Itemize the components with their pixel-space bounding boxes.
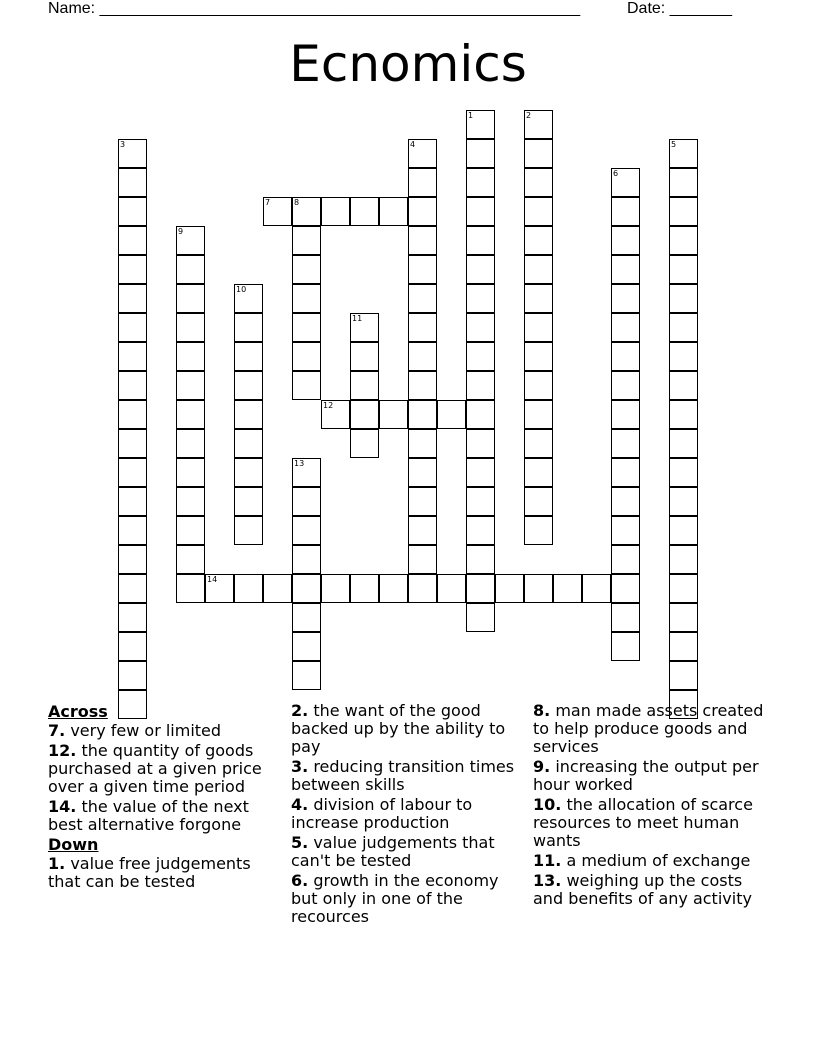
- cell-number: 11: [352, 314, 363, 323]
- cell-number: 12: [323, 401, 334, 410]
- grid-cell[interactable]: [669, 139, 698, 168]
- cell-number: 2: [526, 111, 532, 120]
- cell-number: 3: [120, 140, 126, 149]
- grid-cell[interactable]: [408, 400, 437, 429]
- grid-cell[interactable]: [669, 603, 698, 632]
- grid-cell[interactable]: [611, 545, 640, 574]
- grid-cell[interactable]: [466, 168, 495, 197]
- grid-cell[interactable]: [379, 400, 408, 429]
- grid-cell[interactable]: [669, 516, 698, 545]
- grid-cell[interactable]: [466, 342, 495, 371]
- grid-cell[interactable]: [350, 342, 379, 371]
- cell-number: 10: [236, 285, 247, 294]
- grid-cell[interactable]: [292, 197, 321, 226]
- grid-cell[interactable]: [611, 313, 640, 342]
- grid-cell[interactable]: [118, 458, 147, 487]
- grid-cell[interactable]: [234, 574, 263, 603]
- clue-column-1: [48, 702, 280, 893]
- grid-cell[interactable]: [524, 429, 553, 458]
- grid-cell[interactable]: [611, 458, 640, 487]
- grid-cell[interactable]: [408, 429, 437, 458]
- clue-down-10: 10. the allocation of scarce resources to meet human wants: [533, 795, 753, 850]
- grid-cell[interactable]: [176, 487, 205, 516]
- grid-cell[interactable]: [466, 110, 495, 139]
- grid-cell[interactable]: [611, 487, 640, 516]
- grid-cell[interactable]: [524, 371, 553, 400]
- grid-cell[interactable]: [176, 516, 205, 545]
- grid-cell[interactable]: [669, 429, 698, 458]
- grid-cell[interactable]: [524, 342, 553, 371]
- grid-cell[interactable]: [524, 458, 553, 487]
- cell-number: 6: [613, 169, 619, 178]
- across-heading: Across: [48, 702, 108, 721]
- grid-cell[interactable]: [611, 574, 640, 603]
- down-heading: Down: [48, 835, 99, 854]
- clue-down-9: 9. increasing the output per hour worked: [533, 757, 759, 794]
- grid-cell[interactable]: [408, 487, 437, 516]
- cell-number: 4: [410, 140, 416, 149]
- grid-cell[interactable]: [408, 226, 437, 255]
- grid-cell[interactable]: [292, 458, 321, 487]
- name-field-label: Name: ______________________________________________________: [48, 0, 581, 17]
- grid-cell[interactable]: [466, 371, 495, 400]
- clue-across-12: 12. the quantity of goods purchased at a given price over a given time period: [48, 741, 262, 796]
- clue-down-2: 2. the want of the good backed up by the ability to pay: [291, 701, 506, 756]
- grid-cell[interactable]: [437, 574, 466, 603]
- clue-down-5: 5. value judgements that can't be tested: [291, 833, 495, 870]
- grid-cell[interactable]: [553, 574, 582, 603]
- grid-cell[interactable]: [292, 487, 321, 516]
- grid-cell[interactable]: [669, 226, 698, 255]
- grid-cell[interactable]: [669, 255, 698, 284]
- grid-cell[interactable]: [234, 458, 263, 487]
- grid-cell[interactable]: [234, 516, 263, 545]
- grid-cell[interactable]: [205, 574, 234, 603]
- grid-cell[interactable]: [176, 574, 205, 603]
- grid-cell[interactable]: [524, 574, 553, 603]
- grid-cell[interactable]: [234, 429, 263, 458]
- grid-cell[interactable]: [350, 371, 379, 400]
- grid-cell[interactable]: [234, 400, 263, 429]
- grid-cell[interactable]: [234, 487, 263, 516]
- grid-cell[interactable]: [669, 661, 698, 690]
- grid-cell[interactable]: [466, 603, 495, 632]
- grid-cell[interactable]: [292, 226, 321, 255]
- clue-down-6: 6. growth in the economy but only in one of the recources: [291, 871, 499, 926]
- grid-cell[interactable]: [118, 139, 147, 168]
- grid-cell[interactable]: [669, 168, 698, 197]
- date-field-label: Date: _______: [627, 0, 732, 17]
- clue-column-3: [533, 702, 773, 910]
- grid-cell[interactable]: [495, 574, 524, 603]
- grid-cell[interactable]: [524, 110, 553, 139]
- grid-cell[interactable]: [669, 342, 698, 371]
- grid-cell[interactable]: [524, 226, 553, 255]
- grid-cell[interactable]: [611, 429, 640, 458]
- grid-cell[interactable]: [611, 603, 640, 632]
- grid-cell[interactable]: [611, 632, 640, 661]
- grid-cell[interactable]: [669, 371, 698, 400]
- grid-cell[interactable]: [321, 574, 350, 603]
- grid-cell[interactable]: [408, 545, 437, 574]
- grid-cell[interactable]: [524, 400, 553, 429]
- grid-cell[interactable]: [292, 371, 321, 400]
- grid-cell[interactable]: [176, 255, 205, 284]
- grid-cell[interactable]: [669, 313, 698, 342]
- grid-cell[interactable]: [118, 255, 147, 284]
- grid-cell[interactable]: [466, 400, 495, 429]
- grid-cell[interactable]: [524, 313, 553, 342]
- grid-cell[interactable]: [118, 284, 147, 313]
- grid-cell[interactable]: [234, 284, 263, 313]
- clue-across-7: 7. very few or limited: [48, 721, 222, 740]
- grid-cell[interactable]: [292, 603, 321, 632]
- grid-cell[interactable]: [466, 458, 495, 487]
- cell-number: 7: [265, 198, 271, 207]
- grid-cell[interactable]: [379, 197, 408, 226]
- grid-cell[interactable]: [408, 458, 437, 487]
- grid-cell[interactable]: [292, 342, 321, 371]
- grid-cell[interactable]: [466, 545, 495, 574]
- grid-cell[interactable]: [669, 197, 698, 226]
- grid-cell[interactable]: [466, 226, 495, 255]
- grid-cell[interactable]: [524, 197, 553, 226]
- grid-cell[interactable]: [350, 574, 379, 603]
- grid-cell[interactable]: [118, 371, 147, 400]
- grid-cell[interactable]: [611, 284, 640, 313]
- grid-cell[interactable]: [263, 197, 292, 226]
- grid-cell[interactable]: [408, 284, 437, 313]
- grid-cell[interactable]: [292, 255, 321, 284]
- grid-cell[interactable]: [669, 400, 698, 429]
- grid-cell[interactable]: [611, 168, 640, 197]
- grid-cell[interactable]: [524, 487, 553, 516]
- grid-cell[interactable]: [176, 429, 205, 458]
- grid-cell[interactable]: [524, 255, 553, 284]
- grid-cell[interactable]: [669, 458, 698, 487]
- grid-cell[interactable]: [234, 371, 263, 400]
- grid-cell[interactable]: [176, 400, 205, 429]
- grid-cell[interactable]: [408, 516, 437, 545]
- clue-down-8: 8. man made assets created to help produce goods and services: [533, 701, 764, 756]
- grid-cell[interactable]: [582, 574, 611, 603]
- grid-cell[interactable]: [292, 516, 321, 545]
- clue-down-3: 3. reducing transition times between skills: [291, 757, 515, 794]
- grid-cell[interactable]: [611, 342, 640, 371]
- grid-cell[interactable]: [118, 516, 147, 545]
- cell-number: 14: [207, 575, 218, 584]
- grid-cell[interactable]: [408, 255, 437, 284]
- grid-cell[interactable]: [118, 632, 147, 661]
- grid-cell[interactable]: [466, 313, 495, 342]
- cell-number: 13: [294, 459, 305, 468]
- grid-cell[interactable]: [118, 226, 147, 255]
- grid-cell[interactable]: [408, 574, 437, 603]
- grid-cell[interactable]: [466, 197, 495, 226]
- cell-number: 9: [178, 227, 184, 236]
- grid-cell[interactable]: [466, 574, 495, 603]
- grid-cell[interactable]: [292, 545, 321, 574]
- grid-cell[interactable]: [292, 632, 321, 661]
- grid-cell[interactable]: [118, 197, 147, 226]
- grid-cell[interactable]: [176, 313, 205, 342]
- grid-cell[interactable]: [611, 371, 640, 400]
- grid-cell[interactable]: [669, 574, 698, 603]
- grid-cell[interactable]: [118, 429, 147, 458]
- grid-cell[interactable]: [176, 284, 205, 313]
- grid-cell[interactable]: [176, 371, 205, 400]
- grid-cell[interactable]: [292, 661, 321, 690]
- cell-number: 5: [671, 140, 677, 149]
- grid-cell[interactable]: [669, 487, 698, 516]
- grid-cell[interactable]: [466, 429, 495, 458]
- grid-cell[interactable]: [118, 574, 147, 603]
- clue-across-14: 14. the value of the next best alternative forgone: [48, 797, 249, 834]
- grid-cell[interactable]: [118, 168, 147, 197]
- clue-down-4: 4. division of labour to increase production: [291, 795, 473, 832]
- grid-cell[interactable]: [292, 313, 321, 342]
- grid-cell[interactable]: [350, 429, 379, 458]
- grid-cell[interactable]: [408, 139, 437, 168]
- grid-cell[interactable]: [611, 197, 640, 226]
- grid-cell[interactable]: [524, 168, 553, 197]
- clue-down-11: 11. a medium of exchange: [533, 851, 751, 870]
- cell-number: 1: [468, 111, 474, 120]
- grid-cell[interactable]: [321, 400, 350, 429]
- clue-column-2: [291, 702, 523, 928]
- grid-cell[interactable]: [350, 197, 379, 226]
- grid-cell[interactable]: [408, 168, 437, 197]
- grid-cell[interactable]: [408, 313, 437, 342]
- grid-cell[interactable]: [466, 516, 495, 545]
- grid-cell[interactable]: [408, 371, 437, 400]
- grid-cell[interactable]: [611, 226, 640, 255]
- grid-cell[interactable]: [234, 342, 263, 371]
- grid-cell[interactable]: [466, 255, 495, 284]
- grid-cell[interactable]: [611, 516, 640, 545]
- grid-cell[interactable]: [118, 545, 147, 574]
- grid-cell[interactable]: [611, 255, 640, 284]
- grid-cell[interactable]: [234, 313, 263, 342]
- grid-cell[interactable]: [466, 487, 495, 516]
- grid-cell[interactable]: [379, 574, 408, 603]
- grid-cell[interactable]: [408, 342, 437, 371]
- grid-cell[interactable]: [669, 632, 698, 661]
- grid-cell[interactable]: [118, 603, 147, 632]
- grid-cell[interactable]: [118, 400, 147, 429]
- grid-cell[interactable]: [263, 574, 292, 603]
- grid-cell[interactable]: [669, 545, 698, 574]
- grid-cell[interactable]: [466, 284, 495, 313]
- grid-cell[interactable]: [524, 284, 553, 313]
- grid-cell[interactable]: [118, 342, 147, 371]
- grid-cell[interactable]: [118, 661, 147, 690]
- grid-cell[interactable]: [350, 400, 379, 429]
- grid-cell[interactable]: [524, 516, 553, 545]
- grid-cell[interactable]: [611, 400, 640, 429]
- grid-cell[interactable]: [321, 197, 350, 226]
- clue-down-1: 1. value free judgements that can be tested: [48, 854, 251, 891]
- grid-cell[interactable]: [669, 284, 698, 313]
- grid-cell[interactable]: [118, 313, 147, 342]
- grid-cell[interactable]: [176, 545, 205, 574]
- grid-cell[interactable]: [524, 139, 553, 168]
- grid-cell[interactable]: [292, 574, 321, 603]
- cell-number: 8: [294, 198, 300, 207]
- grid-cell[interactable]: [176, 226, 205, 255]
- grid-cell[interactable]: [466, 139, 495, 168]
- puzzle-title: Ecnomics: [289, 35, 527, 93]
- grid-cell[interactable]: [350, 313, 379, 342]
- grid-cell[interactable]: [437, 400, 466, 429]
- clue-down-13: 13. weighing up the costs and benefits of any activity: [533, 871, 752, 908]
- grid-cell[interactable]: [408, 197, 437, 226]
- grid-cell[interactable]: [176, 342, 205, 371]
- grid-cell[interactable]: [118, 487, 147, 516]
- grid-cell[interactable]: [292, 284, 321, 313]
- grid-cell[interactable]: [176, 458, 205, 487]
